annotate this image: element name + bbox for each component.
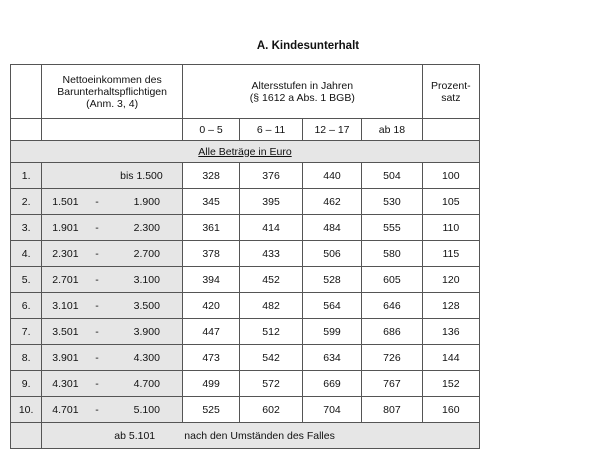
table-row (11, 345, 480, 371)
income-to: 3.900 (133, 325, 160, 338)
support-amount: 361 (182, 215, 239, 241)
row-number: 8. (11, 345, 42, 371)
table-row (11, 215, 480, 241)
income-from: 1.901 (52, 221, 79, 234)
table-row (11, 319, 480, 345)
age-group-header: 6 – 11 (240, 119, 303, 141)
percent-value: 160 (422, 397, 479, 423)
row-number: 7. (11, 319, 42, 345)
income-from: bis 1.500 (120, 169, 163, 182)
support-amount: 807 (362, 397, 422, 423)
income-from: 2.701 (52, 273, 79, 286)
support-amount: 542 (240, 345, 303, 371)
percent-value: 110 (422, 215, 479, 241)
footer-row (11, 423, 480, 449)
support-amount: 669 (302, 371, 361, 397)
income-range (42, 345, 183, 371)
row-number: 4. (11, 241, 42, 267)
support-amount: 599 (302, 319, 361, 345)
income-from: 1.501 (52, 195, 79, 208)
header-no-cell (11, 65, 42, 119)
support-amount: 580 (362, 241, 422, 267)
header-age-groups: Altersstufen in Jahren (§ 1612 a Abs. 1 BGB) (182, 65, 422, 119)
income-to: 5.100 (133, 403, 160, 416)
income-from: 3.501 (52, 325, 79, 338)
income-range (42, 397, 183, 423)
percent-value: 120 (422, 267, 479, 293)
table-title: A. Kindesunterhalt (256, 40, 360, 52)
footer-text: nach den Umständen des Falles (184, 429, 335, 442)
note-row (11, 141, 480, 163)
income-from: 3.901 (52, 351, 79, 364)
header-row (11, 65, 480, 119)
support-amount: 602 (240, 397, 303, 423)
table-row (11, 189, 480, 215)
table-row (11, 371, 480, 397)
support-amount: 452 (240, 267, 303, 293)
support-amount: 767 (362, 371, 422, 397)
income-dash: - (95, 221, 99, 234)
income-to: 2.300 (133, 221, 160, 234)
income-range (42, 293, 183, 319)
header-income: Nettoeinkommen des Barunterhaltspflichtigen (Anm. 3, 4) (42, 65, 183, 119)
support-amount: 506 (302, 241, 361, 267)
support-amount: 473 (182, 345, 239, 371)
income-from: 2.301 (52, 247, 79, 260)
age-group-header: ab 18 (362, 119, 422, 141)
support-amount: 512 (240, 319, 303, 345)
income-dash: - (95, 325, 99, 338)
support-amount: 376 (240, 163, 303, 189)
support-amount: 378 (182, 241, 239, 267)
support-amount: 726 (362, 345, 422, 371)
support-amount: 555 (362, 215, 422, 241)
support-amount: 447 (182, 319, 239, 345)
income-to: 4.700 (133, 377, 160, 390)
footer-from: ab 5.101 (114, 429, 156, 442)
support-amount: 525 (182, 397, 239, 423)
percent-value: 105 (422, 189, 479, 215)
income-to: 4.300 (133, 351, 160, 364)
income-range (42, 241, 183, 267)
income-dash: - (95, 247, 99, 260)
income-range (42, 189, 183, 215)
support-amount: 646 (362, 293, 422, 319)
support-amount: 394 (182, 267, 239, 293)
support-amount: 530 (362, 189, 422, 215)
row-number: 10. (11, 397, 42, 423)
row-number: 3. (11, 215, 42, 241)
support-amount: 528 (302, 267, 361, 293)
support-amount: 504 (362, 163, 422, 189)
header-percent: Prozent- satz (422, 65, 479, 119)
income-dash: - (95, 195, 99, 208)
age-header-row (11, 119, 480, 141)
support-amount: 634 (302, 345, 361, 371)
income-dash: - (95, 403, 99, 416)
income-from: 4.301 (52, 377, 79, 390)
support-amount: 440 (302, 163, 361, 189)
row-number: 6. (11, 293, 42, 319)
support-amount: 686 (362, 319, 422, 345)
support-amount: 395 (240, 189, 303, 215)
percent-value: 136 (422, 319, 479, 345)
table-row (11, 397, 480, 423)
income-to: 1.900 (133, 195, 160, 208)
support-amount: 499 (182, 371, 239, 397)
data-rows (11, 163, 480, 423)
support-amount: 482 (240, 293, 303, 319)
support-amount: 328 (182, 163, 239, 189)
income-range (42, 371, 183, 397)
currency-note: Alle Beträge in Euro (198, 145, 292, 158)
income-dash: - (95, 351, 99, 364)
support-amount: 345 (182, 189, 239, 215)
percent-value: 144 (422, 345, 479, 371)
row-number: 9. (11, 371, 42, 397)
row-number: 5. (11, 267, 42, 293)
income-dash: - (95, 299, 99, 312)
support-amount: 704 (302, 397, 361, 423)
income-range (42, 267, 183, 293)
support-amount: 462 (302, 189, 361, 215)
table-row (11, 267, 480, 293)
income-to: 3.500 (133, 299, 160, 312)
income-to: 2.700 (133, 247, 160, 260)
support-amount: 433 (240, 241, 303, 267)
percent-value: 128 (422, 293, 479, 319)
income-from: 3.101 (52, 299, 79, 312)
percent-value: 100 (422, 163, 479, 189)
percent-value: 152 (422, 371, 479, 397)
income-dash: - (95, 377, 99, 390)
income-from: 4.701 (52, 403, 79, 416)
income-range (42, 319, 183, 345)
income-range (42, 163, 183, 189)
support-amount: 414 (240, 215, 303, 241)
row-number: 2. (11, 189, 42, 215)
table-row (11, 293, 480, 319)
row-number: 1. (11, 163, 42, 189)
support-amount: 605 (362, 267, 422, 293)
income-to: 3.100 (133, 273, 160, 286)
child-support-table (10, 64, 480, 449)
support-amount: 420 (182, 293, 239, 319)
percent-value: 115 (422, 241, 479, 267)
age-group-header: 12 – 17 (302, 119, 361, 141)
support-amount: 564 (302, 293, 361, 319)
table-row (11, 163, 480, 189)
table-row (11, 241, 480, 267)
income-range (42, 215, 183, 241)
age-group-header: 0 – 5 (182, 119, 239, 141)
support-amount: 484 (302, 215, 361, 241)
support-amount: 572 (240, 371, 303, 397)
income-dash: - (95, 273, 99, 286)
